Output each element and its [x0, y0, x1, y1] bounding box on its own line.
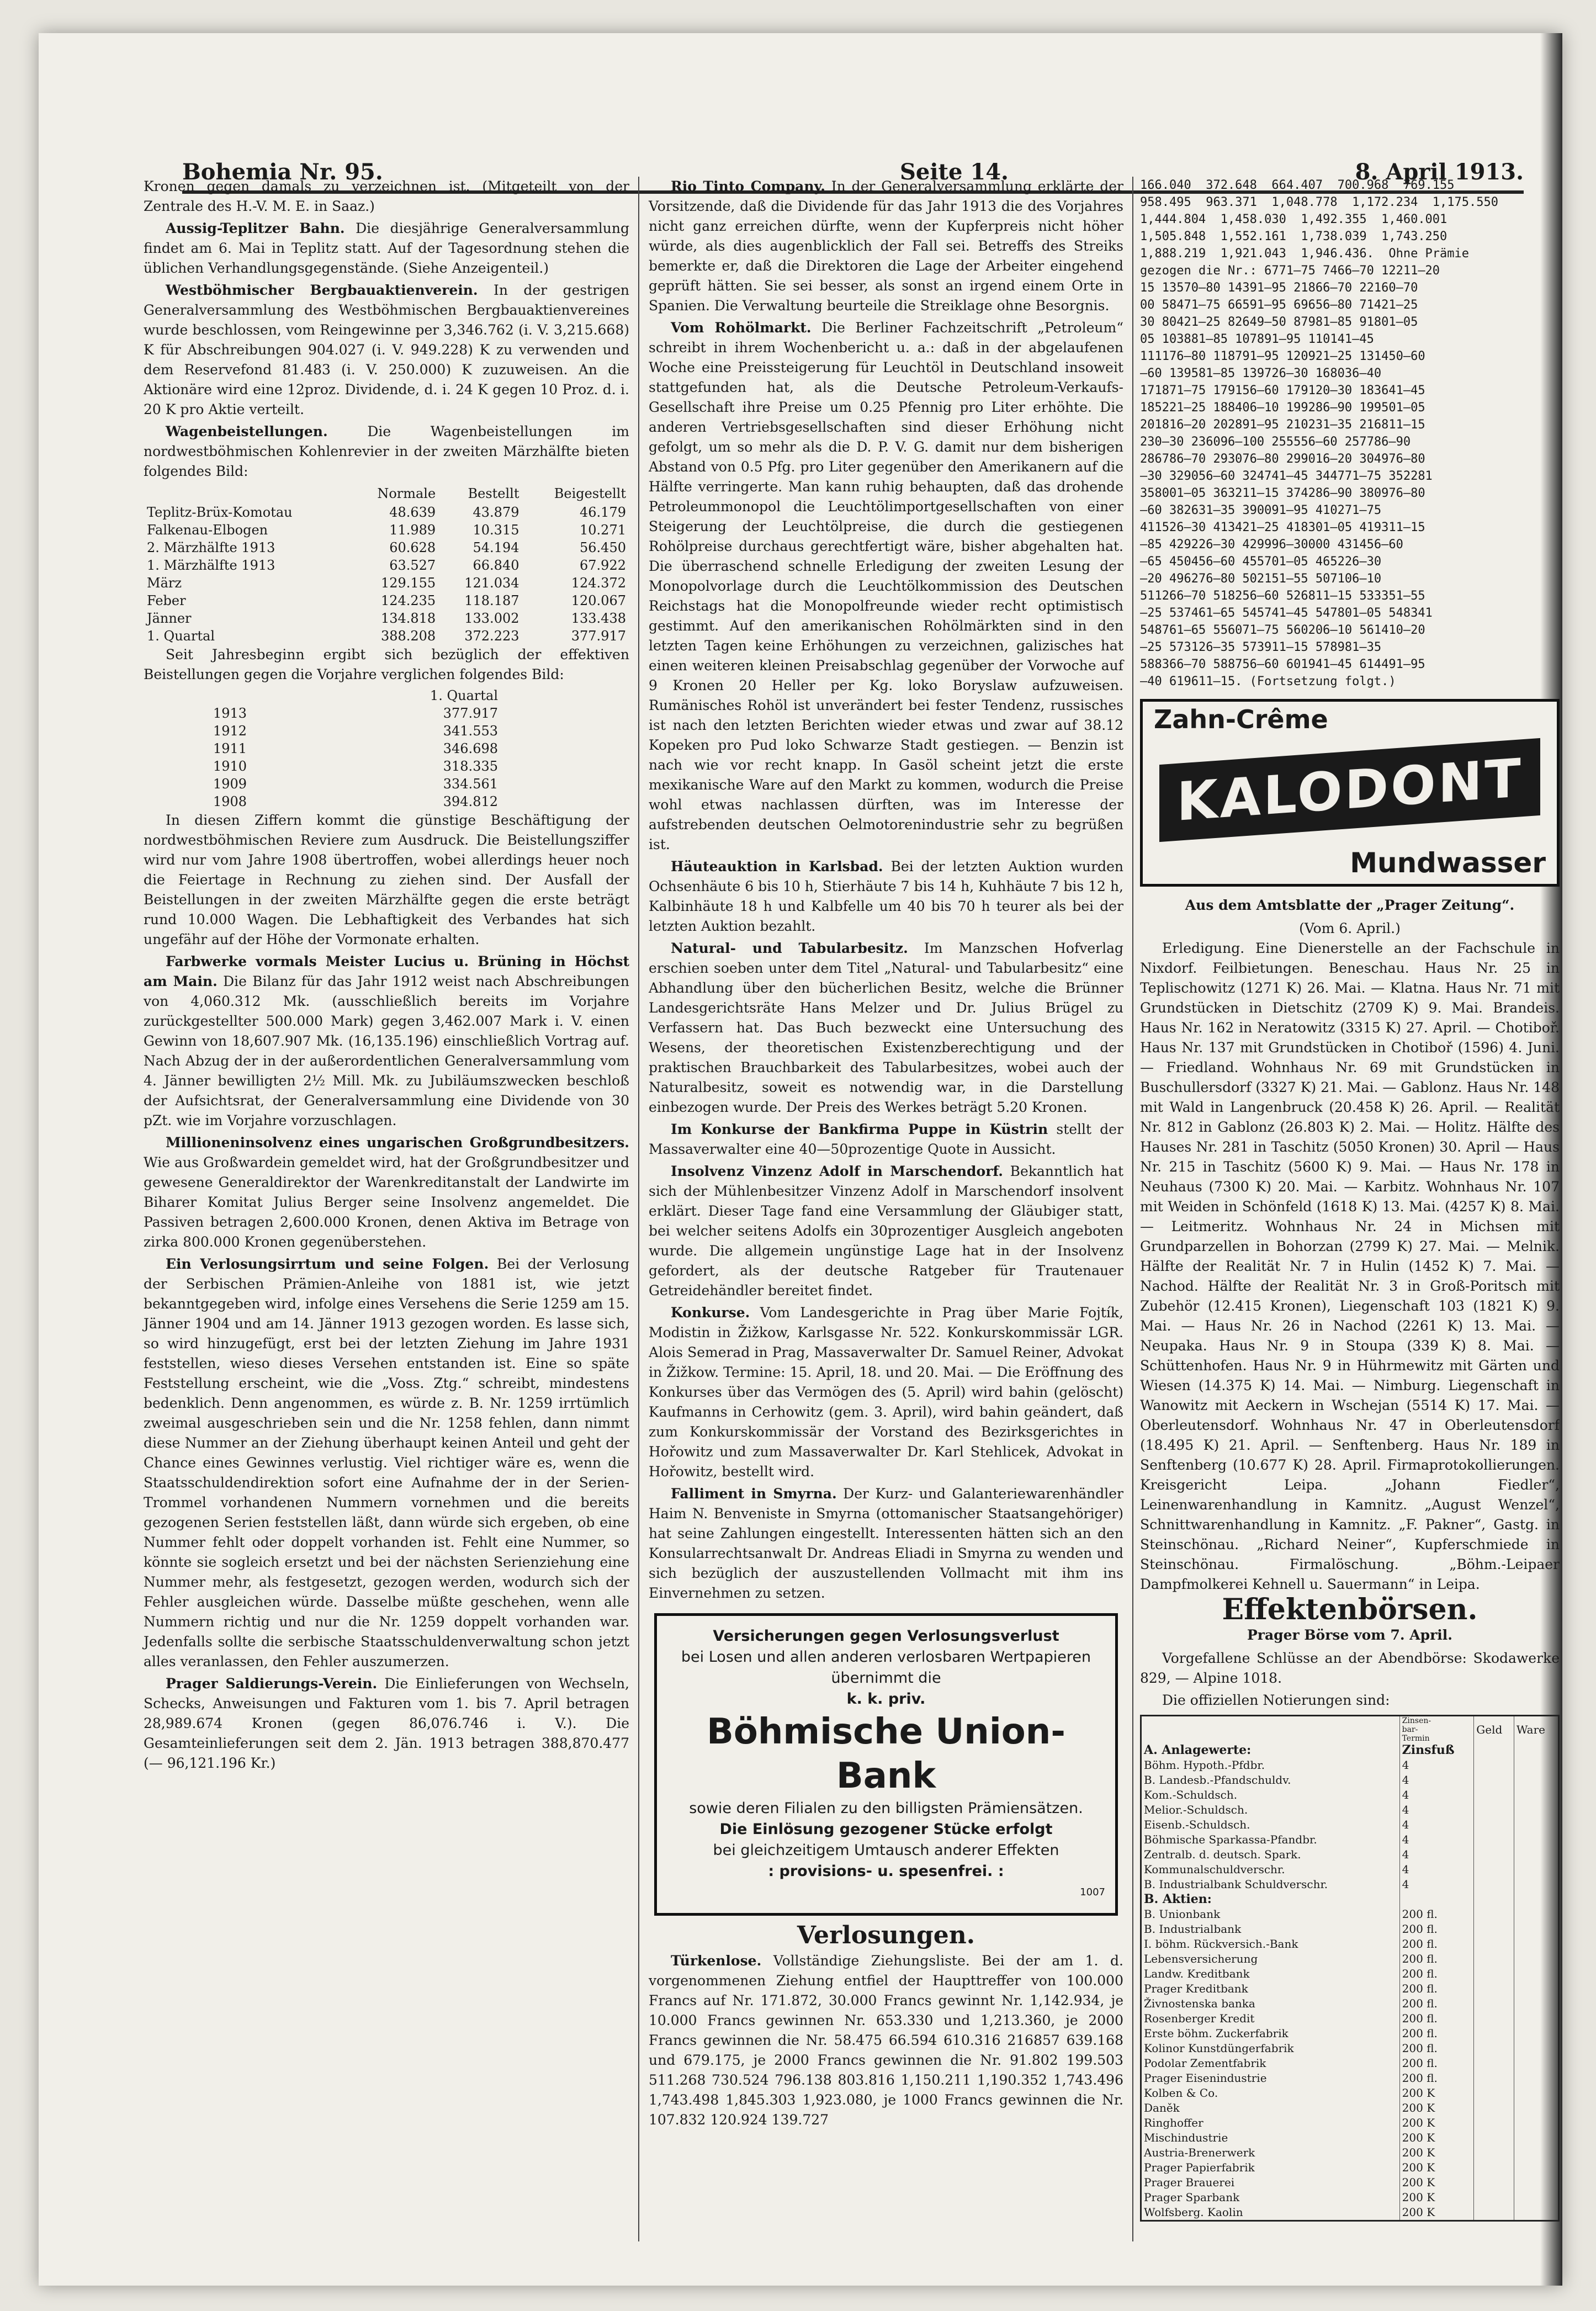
stock-geld	[1474, 1773, 1514, 1788]
table-row: 1910 318.335	[213, 759, 498, 774]
col1-text-wagen: Die Wagenbeistellungen im nordwestböhmischen Kohlenrevier in der zweiten Märzhälfte bieten folgendes Bild:	[144, 423, 629, 479]
stock-ware	[1514, 1892, 1557, 1907]
col1-text-farbwerke: Die Bilanz für das Jahr 1912 weist nach Abschreibungen von 4,060.312 Mk. (ausschließlich bereits im Vorjahre zurückgestellter 500.000 Mark) gegen 3,462.007 Mark i. V. einen Gewinn von 18,607.907 Mk. (16,135.196) einschließlich Vortrag auf. Nach Abzug der in der außerordentlichen Generalversammlung vom 4. Jänner bewilligten 2½ Mill. Mk. zu Jubiläumszwecken beschloß der Aufsichtsrat, der Generalversammlung eine Dividende von 30 pZt. wie im Vorjahre vorzuschlagen.	[144, 973, 629, 1128]
stock-ware	[1514, 2160, 1557, 2175]
ad-bank-name: Böhmische Union-Bank	[707, 1711, 1065, 1796]
col1-heading-bergbau: Westböhmischer Bergbauaktienverein.	[166, 282, 478, 298]
col1-text-saldierung: Die Einlieferungen von Wechseln, Schecks, Anweisungen und Fakturen vom 1. bis 7. April betragen 28,989.674 Kronen (gegen 86,076.746 i. V.). Die Gesamteinlieferungen seit dem 2. Jän. 1913 betragen 388,870.477 (— 96,121.196 Kr.)	[144, 1676, 629, 1771]
stock-name: Daněk	[1142, 2101, 1399, 2116]
stock-info: 4	[1399, 1847, 1474, 1862]
stock-row	[1142, 1817, 1558, 1832]
col2-article-rohoel	[649, 318, 1123, 855]
stock-info: 4	[1399, 1862, 1474, 1877]
header-left: Bohemia Nr. 95.	[182, 159, 383, 185]
stock-name: Böhmische Sparkassa-Pfandbr.	[1142, 1832, 1399, 1847]
stock-info: 4	[1399, 1832, 1474, 1847]
stock-geld	[1474, 1877, 1514, 1892]
col1-article-aussig	[144, 219, 629, 278]
table-row: Falkenau-Elbogen 11.989 10.315 10.271	[147, 522, 626, 538]
column-3	[1140, 177, 1560, 2241]
amtsblatt-date: (Vom 6. April.)	[1299, 920, 1401, 936]
col2-text-natural: Im Manzschen Hofverlag erschien soeben unter dem Titel „Natural- und Tabularbesitz“ eine Abhandlung über den bücherlichen Besitz, welche die Brünner Landesgerichtsräte Hans Melzer und Dr. Julius Brügel zu Verfassern hat. Das Buch bezweckt eine Untersuchung des Wesens, der theoretischen Existenzberechtigung und der praktischen Brauchbarkeit des Tabularbesitzes, wobei auch der Naturalbesitz, soweit es notwendig war, in die Darstellung einbezogen wurde. Der Preis des Werkes beträgt 5.20 Kronen.	[649, 940, 1123, 1115]
stock-ware	[1514, 1937, 1557, 1952]
stock-ware	[1514, 2116, 1557, 2130]
col2-text-smyrna: Der Kurz- und Galanteriewarenhändler Haim N. Benveniste in Smyrna (ottomanischer Staatsangehöriger) hat seine Zahlungen eingestellt. Interessenten hätten sich an den Konsularrechtsanwalt Dr. Andreas Eliadi in Smyrna zu wenden und sich bezüglich der auszustellenden Vollmacht mit ihm ins Einvernehmen zu setzen.	[649, 1486, 1123, 1601]
stock-info: 4	[1399, 1773, 1474, 1788]
stock-row	[1142, 1892, 1558, 1907]
stock-ware	[1514, 2101, 1557, 2116]
table-row: 1912 341.553	[213, 723, 498, 739]
col2-article-puppe	[649, 1120, 1123, 1159]
stock-name: Böhm. Hypoth.-Pfdbr.	[1142, 1758, 1399, 1773]
col1-article-saldierung	[144, 1674, 629, 1773]
stock-info: 4	[1399, 1788, 1474, 1803]
stock-ware	[1514, 1758, 1557, 1773]
stock-name: Zentralb. d. deutsch. Spark.	[1142, 1847, 1399, 1862]
stock-info: 4	[1399, 1803, 1474, 1817]
table-row: 1911 346.698	[213, 741, 498, 756]
stock-geld	[1474, 2056, 1514, 2071]
table-row: 1913 377.917	[213, 706, 498, 721]
ad-line-1: Versicherungen gegen Verlosungsverlust	[713, 1628, 1059, 1645]
stock-info: 200 fl.	[1399, 2011, 1474, 2026]
stock-name: Prager Brauerei	[1142, 2175, 1399, 2190]
col2-text-tuerkenlose: Vollständige Ziehungsliste. Bei der am 1. d. vorgenommenen Ziehung entfiel der Haupttreffer von 100.000 Francs auf Nr. 171.872, 30.000 Francs gewinnt Nr. 1,142.934, je 10.000 Francs gewinnen Nr. 653.330 und 1,213.360, je 2000 Francs gewinnen die Nr. 58.475 66.594 610.316 216857 639.168 und 679.175, je 2000 Francs gewinnen die Nr. 91.802 199.503 511.268 730.524 796.138 803.816 1,150.211 1,190.352 1,743.496 1,743.498 1,845.303 1,923.080, je 1000 Francs gewinnen die Nr. 107.832 120.924 139.727	[649, 1953, 1123, 2128]
amtsblatt-text: Erledigung. Eine Dienerstelle an der Fachschule in Nixdorf. Feilbietungen. Beneschau. Haus Nr. 25 in Teplischowitz (1271 K) 26. Mai. — Klatna. Haus Nr. 71 mit Grundstücken in Dietschitz (2709 K) 9. Mai. Brandeis. Haus Nr. 162 in Neratowitz (3315 K) 27. April. — Chotiboř. Haus Nr. 137 mit Grundstücken in Chotiboř (1596) 4. Juni. — Friedland. Wohnhaus Nr. 69 mit Grundstücken in Buschullersdorf (3327 K) 21. Mai. — Gablonz. Haus Nr. 148 mit Wald in Langenbruck (20.458 K) 26. April. — Realität Nr. 812 in Gablonz (26.803 K) 2. Mai. — Holitz. Hälfte des Hauses Nr. 281 in Taschitz (5050 Kronen) 30. April — Haus Nr. 215 in Taschitz (5600 K) 9. Mai. — Haus Nr. 178 in Neuhaus (7300 K) 20. Mai. — Karbitz. Wohnhaus Nr. 107 mit Weiden in Schönfeld (1618 K) 13. Mai. (4257 K) 8. Mai. — Leitmeritz. Wohnhaus Nr. 24 in Michsen mit Grundparzellen in Bohorzan (2799 K) 27. Mai. — Melnik. Hälfte der Realität Nr. 7 in Hulin (1452 K) 7. Mai. — Nachod. Hälfte der Realität Nr. 3 in Groß-Poritsch mit Zubehör (12.415 Kronen), Liegenschaft 103 (1821 K) 9. Mai. — Haus Nr. 26 in Nachod (2261 K) 13. Mai. — Neupaka. Haus Nr. 9 in Stoupa (339 K) 8. Mai. — Schüttenhofen. Haus Nr. 9 in Hührmewitz mit Gärten und Wiesen (14.375 K) 14. Mai. — Nimburg. Liegenschaft in Wanowitz mit Aeckern in Wschejan (5514 K) 17. Mai. — Oberleutensdorf. Wohnhaus Nr. 47 in Oberleutensdorf (18.495 K) 21. April. — Senftenberg. Haus Nr. 189 in Senftenberg (10.677 K) 28. April. Firmaprotokollierungen. Kreisgericht Leipa. „Johann Fiedler“, Leinenwarenhandlung in Kamnitz. „August Wenzel“, Schnittwarenhandlung in Kamnitz. „F. Pakner“, Gastg. in Steinschönau. „Richard Neiner“, Kupferschmiede in Steinschönau. Firmalöschung. „Böhm.-Leipaer Dampfmolkerei Kehnell u. Sauermann“ in Leipa.	[1140, 940, 1560, 1592]
prager-boerse-heading: Prager Börse vom 7. April.	[1247, 1627, 1452, 1643]
stock-ware	[1514, 1877, 1557, 1892]
stock-info: 200 fl.	[1399, 2041, 1474, 2056]
col2-heading-konkurse: Konkurse.	[671, 1305, 750, 1321]
stock-info: 200 K	[1399, 2190, 1474, 2205]
ad-line-2: bei Losen und allen anderen verlosbaren Wertpapieren übernimmt die	[681, 1649, 1091, 1687]
col2-text-konkurse: Vom Landesgerichte in Prag über Marie Fojtík, Modistin in Žižkow, Karlsgasse Nr. 522. Konkurskommissär LGR. Alois Semerad in Prag, Massaverwalter Dr. Samuel Reiner, Advokat in Žižkow. Termine: 15. April, 18. und 20. Mai. — Die Eröffnung des Konkurses über das Vermögen des (5. April) wird bahin (gelöscht) Kaufmanns in Cerhowitz (gem. 3. April), wird bahin geändert, daß zum Konkurskommissär der Vorstand des Bezirksgerichtes in Hořowitz und zum Massaverwalter Dr. Karl Stehlicek, Advokat in Hořowitz, bestellt wird.	[649, 1305, 1123, 1480]
stock-name: B. Unionbank	[1142, 1907, 1399, 1922]
stock-name: Kolinor Kunstdüngerfabrik	[1142, 2041, 1399, 2056]
stock-geld	[1474, 2160, 1514, 2175]
stock-name: Kolben & Co.	[1142, 2086, 1399, 2101]
stock-info: 200 fl.	[1399, 1967, 1474, 1981]
stock-row	[1142, 2101, 1558, 2116]
stock-ware	[1514, 2071, 1557, 2086]
union-bank-advertisement	[654, 1613, 1118, 1916]
col2-article-haeute	[649, 857, 1123, 936]
col2-article-adolf	[649, 1162, 1123, 1301]
stock-geld	[1474, 1907, 1514, 1922]
stock-info: 200 fl.	[1399, 1981, 1474, 1996]
stock-geld	[1474, 2175, 1514, 2190]
stock-name: Mischindustrie	[1142, 2130, 1399, 2145]
stock-geld	[1474, 2086, 1514, 2101]
stock-geld	[1474, 1937, 1514, 1952]
col1-article-wagen	[144, 422, 629, 481]
stock-row	[1142, 1862, 1558, 1877]
stock-info: 200 fl.	[1399, 1952, 1474, 1967]
stock-geld	[1474, 1788, 1514, 1803]
col1-text-insolvenz: Wie aus Großwardein gemeldet wird, hat der Großgrundbesitzer und gewesene Generaldirektor der Warenkreditanstalt der Landwirte im Biharer Komitat Julius Berger seine Insolvenz angemeldet. Die Passiven betragen 2,600.000 Kronen, denen Aktiva im Betrage von zirka 800.000 Kronen gegenüberstehen.	[144, 1154, 629, 1250]
col2-heading-haeute: Häuteauktion in Karlsbad.	[671, 858, 883, 874]
stock-name: Prager Kreditbank	[1142, 1981, 1399, 1996]
stock-name: Landw. Kreditbank	[1142, 1967, 1399, 1981]
stock-geld	[1474, 1952, 1514, 1967]
stock-row	[1142, 1743, 1558, 1758]
col1-heading-insolvenz: Millioneninsolvenz eines ungarischen Großgrundbesitzers.	[166, 1135, 629, 1151]
stock-ware	[1514, 2041, 1557, 2056]
wagen-table	[144, 484, 629, 645]
col1-text-ziffern: In diesen Ziffern kommt die günstige Beschäftigung der nordwestböhmischen Reviere zum Ausdruck. Die Beistellungsziffer wird nur vom Jahre 1908 übertroffen, wobei allerdings heuer noch die Feiertage in Rechnung zu ziehen sind. Der Ausfall der Beistellungen in der zweiten Märzhälfte gegen die erste beträgt rund 10.000 Wagen. Die Lebhaftigkeit des Verbandes hat sich ungefähr auf der Höhe der Vormonate erhalten.	[144, 812, 629, 947]
col1-text-aussig: Die diesjährige Generalversammlung findet am 6. Mai in Teplitz statt. Auf der Tagesordnung stehen die üblichen Verhandlungsgegenstände. (Siehe Anzeigenteil.)	[144, 220, 629, 276]
stock-name: Eisenb.-Schuldsch.	[1142, 1817, 1399, 1832]
stock-ware	[1514, 1773, 1557, 1788]
col2-heading-puppe: Im Konkurse der Bankfirma Puppe in Küstrin	[671, 1121, 1048, 1137]
stock-row	[1142, 1981, 1558, 1996]
ad-line-7: bei gleichzeitigem Umtausch anderer Effekten	[713, 1842, 1059, 1859]
stock-geld	[1474, 1996, 1514, 2011]
col1-article-insolvenz	[144, 1133, 629, 1252]
stock-geld	[1474, 2071, 1514, 2086]
ad-line-3: k. k. priv.	[846, 1690, 926, 1708]
stock-ware	[1514, 2190, 1557, 2205]
stock-row	[1142, 1758, 1558, 1773]
col2-article-konkurse	[649, 1303, 1123, 1482]
stock-name: Prager Papierfabrik	[1142, 2160, 1399, 2175]
col2-text-rohoel: Die Berliner Fachzeitschrift „Petroleum“ schreibt in ihrem Wochenbericht u. a.: daß in der abgelaufenen Woche eine Preissteigerung für Leuchtöl in Deutschland insoweit stattgefunden hat, als die Deutsche Petroleum-Verkaufs-Gesellschaft ihre Preise um 0.25 Pfennig pro Liter erhöhte. Die anderen Vertriebsgesellschaften sind dieser Erhöhung nicht gefolgt, um so mehr als die D. P. V. G. damit nur dem bisherigen Abstand von 0.5 Pfg. pro Liter gegenüber den Amerikanern auf die Hälfte verringerte. Man kann ruhig behaupten, daß das drohende Petroleummonopol die Leuchtölimportgesellschaften von einer Steigerung der Leuchtölpreise, die durch die gestiegenen Rohölpreise durchaus gerechtfertigt wäre, bisher abgehalten hat. Die überraschend schnelle Erledigung der zweiten Lesung der Monopolvorlage durch die Leuchtölkommission des Deutschen Reichstags hat die Monopolfreunde wieder recht optimistisch gestimmt. Auf den amerikanischen Rohölmärkten sind in den letzten Tagen keine Erhöhungen zu verzeichnen, galizisches hat einen weiteren kleinen Preisabschlag gegenüber der Vorwoche auf 9 Kronen 20 Heller per Kg. loko Boryslaw aufzuweisen. Rumänisches Rohöl ist unverändert bei fester Tendenz, russisches ist nach den letzten Berichten wieder etwas und zwar auf 38.12 Kopeken pro Pud loko Schwarze Stadt gestiegen. — Benzin ist nach wie vor recht knapp. In Gasöl scheint jetzt die erste mexikanische Ware auf den Markt zu kommen, wodurch die Preise wohl etwas nachlassen dürften, was im Interesse der aufstrebenden deutschen Oelmotorenindustrie sehr zu begrüßen ist.	[649, 320, 1123, 852]
stock-ware	[1514, 2175, 1557, 2190]
stock-info: 200 K	[1399, 2101, 1474, 2116]
stock-geld	[1474, 1832, 1514, 1847]
stock-geld	[1474, 2190, 1514, 2205]
col2-heading-smyrna: Falliment in Smyrna.	[671, 1486, 837, 1502]
stock-ware	[1514, 1981, 1557, 1996]
col2-text-adolf: Bekanntlich hat sich der Mühlenbesitzer Vinzenz Adolf in Marschendorf insolvent erklärt. Dieser Tage fand eine Versammlung der Gläubiger statt, bei welcher seitens Adolfs ein 30prozentiger Ausgleich angeboten wurde. Die allgemein ungünstige Lage hat in der Insolvenz gefordert, als der deutsche Ratgeber für Trautenauer Getreidehändler bereitet findet.	[649, 1163, 1124, 1298]
stock-ware	[1514, 1788, 1557, 1803]
kalodont-bottom-text: Mundwasser	[1350, 847, 1546, 879]
ad-line-8: : provisions- u. spesenfrei. :	[768, 1863, 1004, 1880]
stock-ware	[1514, 2130, 1557, 2145]
stock-row	[1142, 2190, 1558, 2205]
stock-row	[1142, 1803, 1558, 1817]
stock-name: I. böhm. Rückversich.-Bank	[1142, 1937, 1399, 1952]
col2-heading-tuerkenlose: Türkenlose.	[671, 1953, 762, 1969]
stock-geld	[1474, 1743, 1514, 1758]
kalodont-top-text: Zahn-Crême	[1154, 704, 1328, 734]
stock-geld	[1474, 1862, 1514, 1877]
col2-text-riotinto: In der Generalversammlung erklärte der Vorsitzende, daß die Dividende für das Jahr 1913 die des Vorjahres nicht ganz erreichen dürfte, wenn der Kupferpreis nicht höher würde, als dies augenblicklich der Fall sei. Betreffs des Streiks bemerkte er, daß die Direktoren die Lage der Arbeiter eingehend geprüft hätten. Sie sei besser, als sonst an irgend einem Orte in Spanien. Die Verwaltung beurteile die Streiklage ohne Besorgnis.	[649, 178, 1123, 314]
col1-text-bergbau: In der gestrigen Generalversammlung des Westböhmischen Bergbauaktienvereines wurde beschlossen, vom Reingewinne per 3,346.762 (i. V. 3,215.668) K für Abschreibungen 904.027 (i. V. 949.228) K zu verwenden und dem Reservefond 81.483 (i. V. 250.000) K zuzuweisen. An die Aktionäre wird eine 12proz. Dividende, d. i. 24 K gegen 10 Proz. d. i. 20 K pro Aktie verteilt.	[144, 282, 629, 417]
stock-row	[1142, 2071, 1558, 2086]
col1-heading-saldierung: Prager Saldierungs-Verein.	[166, 1676, 378, 1692]
stock-ware	[1514, 1967, 1557, 1981]
stock-info: 200 fl.	[1399, 1922, 1474, 1937]
col1-heading-verlosung: Ein Verlosungsirrtum und seine Folgen.	[166, 1256, 489, 1272]
stock-geld	[1474, 1922, 1514, 1937]
verlosungen-title: Verlosungen.	[797, 1921, 975, 1949]
stock-row	[1142, 2011, 1558, 2026]
col1-heading-aussig: Aussig-Teplitzer Bahn.	[166, 220, 345, 236]
stock-name: Kommunalschuldverschr.	[1142, 1862, 1399, 1877]
stock-name: Prager Sparbank	[1142, 2190, 1399, 2205]
table-row: Jänner 134.818 133.002 133.438	[147, 611, 626, 626]
stock-info: 200 fl.	[1399, 1996, 1474, 2011]
stock-row	[1142, 2056, 1558, 2071]
col2-heading-natural: Natural- und Tabularbesitz.	[671, 940, 908, 956]
stock-table	[1140, 1715, 1560, 2222]
col2-heading-riotinto: Rio Tinto Company.	[671, 178, 825, 194]
stock-row	[1142, 2175, 1558, 2190]
stock-name: Erste böhm. Zuckerfabrik	[1142, 2026, 1399, 2041]
stock-info	[1399, 1892, 1474, 1907]
stock-ware	[1514, 1952, 1557, 1967]
stock-row	[1142, 1788, 1558, 1803]
col2-text-haeute: Bei der letzten Auktion wurden Ochsenhäute 6 bis 10 h, Stierhäute 7 bis 14 h, Kuhhäute 7 bis 12 h, Kalbinhäute 18 h und Kalbfelle um 40 bis 70 h teurer als bei der letzten Auktion bezahlt.	[649, 858, 1123, 934]
stock-info: 4	[1399, 1877, 1474, 1892]
prager-boerse-text-2: Die offiziellen Notierungen sind:	[1162, 1692, 1390, 1708]
stock-row	[1142, 2086, 1558, 2101]
ad-line-5: sowie deren Filialen zu den billigsten Prämiensätzen.	[689, 1800, 1083, 1817]
table-row: 1. Märzhälfte 1913 63.527 66.840 67.922	[147, 558, 626, 573]
col2-article-tuerkenlose	[649, 1951, 1123, 2130]
stock-info: 200 K	[1399, 2175, 1474, 2190]
stock-ware	[1514, 2011, 1557, 2026]
col1-heading-wagen: Wagenbeistellungen.	[166, 423, 328, 439]
stock-geld	[1474, 1967, 1514, 1981]
stock-ware	[1514, 1803, 1557, 1817]
col1-article-bergbau	[144, 280, 629, 420]
col2-heading-rohoel: Vom Rohölmarkt.	[671, 320, 812, 336]
stock-name: Kom.-Schuldsch.	[1142, 1788, 1399, 1803]
stock-geld	[1474, 2145, 1514, 2160]
stock-info: 4	[1399, 1817, 1474, 1832]
stock-name: A. Anlagewerte:	[1142, 1743, 1399, 1758]
stock-info: 4	[1399, 1758, 1474, 1773]
col1-heading-farbwerke: Farbwerke vormals Meister Lucius u. Brüning in Höchst am Main.	[144, 953, 629, 989]
table-row: Teplitz-Brüx-Komotau 48.639 43.879 46.179	[147, 505, 626, 520]
stock-row	[1142, 2116, 1558, 2130]
stock-row	[1142, 1773, 1558, 1788]
stock-geld	[1474, 2205, 1514, 2220]
stock-geld	[1474, 1847, 1514, 1862]
stock-info: 200 fl.	[1399, 2071, 1474, 2086]
col2-article-riotinto	[649, 177, 1123, 316]
effektenboersen-title: Effektenbörsen.	[1222, 1593, 1478, 1626]
col1-text-jahresbeginn: Seit Jahresbeginn ergibt sich bezüglich der effektiven Beistellungen gegen die Vorjahre verglichen folgendes Bild:	[144, 646, 629, 682]
stock-row	[1142, 1996, 1558, 2011]
wagen-table-header: Normale Bestellt Beigestellt	[377, 486, 626, 501]
stock-row	[1142, 1922, 1558, 1937]
col1-article-farbwerke	[144, 952, 629, 1131]
stock-geld	[1474, 2116, 1514, 2130]
stock-geld	[1474, 2026, 1514, 2041]
stock-name: B. Landesb.-Pfandschuldv.	[1142, 1773, 1399, 1788]
stock-info: 200 fl.	[1399, 1937, 1474, 1952]
stock-geld	[1474, 1758, 1514, 1773]
stock-ware	[1514, 1996, 1557, 2011]
stock-geld	[1474, 1892, 1514, 1907]
stock-name: Prager Eisenindustrie	[1142, 2071, 1399, 2086]
stock-geld	[1474, 2011, 1514, 2026]
prager-boerse-text-1: Vorgefallene Schlüsse an der Abendbörse: Skodawerke 829, — Alpine 1018.	[1140, 1650, 1560, 1686]
column-2	[649, 177, 1133, 2241]
stock-ware	[1514, 1862, 1557, 1877]
table-row: 1908 394.812	[213, 794, 498, 809]
table-row: Feber 124.235 118.187 120.067	[147, 593, 626, 608]
table-row: März 129.155 121.034 124.372	[147, 575, 626, 591]
stock-geld	[1474, 2130, 1514, 2145]
col2-article-smyrna	[649, 1484, 1123, 1603]
stock-name: Ringhoffer	[1142, 2116, 1399, 2130]
stock-table-header: Zinsen- bar- Termin Geld Ware	[1142, 1716, 1558, 1743]
stock-info: 200 fl.	[1399, 2056, 1474, 2071]
stock-ware	[1514, 2056, 1557, 2071]
table-row: 1909 334.561	[213, 776, 498, 792]
col2-text-puppe: stellt der Massaverwalter eine 40—50prozentige Quote in Aussicht.	[649, 1121, 1123, 1157]
table-row: 1. Quartal 388.208 372.223 377.917	[147, 628, 626, 644]
stock-geld	[1474, 1817, 1514, 1832]
header-right: 8. April 1913.	[1355, 159, 1524, 185]
stock-ware	[1514, 2086, 1557, 2101]
stock-row	[1142, 2145, 1558, 2160]
stock-ware	[1514, 2026, 1557, 2041]
stock-geld	[1474, 2101, 1514, 2116]
quartal-table	[210, 687, 501, 810]
stock-name: Melior.-Schuldsch.	[1142, 1803, 1399, 1817]
stock-ware	[1514, 1922, 1557, 1937]
kalodont-advertisement	[1140, 699, 1560, 887]
stock-geld	[1474, 2041, 1514, 2056]
col1-article-verlosung	[144, 1254, 629, 1672]
stock-ware	[1514, 1832, 1557, 1847]
column-1	[144, 177, 639, 2241]
stock-info: 200 K	[1399, 2086, 1474, 2101]
stock-row	[1142, 2026, 1558, 2041]
stock-ware	[1514, 2145, 1557, 2160]
kalodont-brand: KALODONT	[1159, 738, 1540, 842]
stock-row	[1142, 2205, 1558, 2220]
stock-info: 200 K	[1399, 2130, 1474, 2145]
stock-row	[1142, 1952, 1558, 1967]
ad-number: 1007	[1080, 1886, 1105, 1898]
amtsblatt-heading: Aus dem Amtsblatte der „Prager Zeitung“.	[1185, 897, 1515, 913]
stock-info: 200 K	[1399, 2205, 1474, 2220]
stock-ware	[1514, 1817, 1557, 1832]
stock-row	[1142, 2130, 1558, 2145]
col2-heading-adolf: Insolvenz Vinzenz Adolf in Marschendorf.	[671, 1163, 1003, 1179]
table-row: 2. Märzhälfte 1913 60.628 54.194 56.450	[147, 540, 626, 555]
stock-row	[1142, 1967, 1558, 1981]
stock-info: 200 fl.	[1399, 2026, 1474, 2041]
stock-name: B. Industrialbank	[1142, 1922, 1399, 1937]
stock-ware	[1514, 1847, 1557, 1862]
stock-row	[1142, 2041, 1558, 2056]
stock-info: 200 fl.	[1399, 1907, 1474, 1922]
stock-row	[1142, 1937, 1558, 1952]
stock-name: Lebensversicherung	[1142, 1952, 1399, 1967]
stock-geld	[1474, 1803, 1514, 1817]
stock-name: Podolar Zementfabrik	[1142, 2056, 1399, 2071]
stock-ware	[1514, 1907, 1557, 1922]
stock-info: Zinsfuß	[1399, 1743, 1474, 1758]
stock-ware	[1514, 2205, 1557, 2220]
stock-row	[1142, 1907, 1558, 1922]
stock-name: Živnostenska banka	[1142, 1996, 1399, 2011]
stock-ware	[1514, 1743, 1557, 1758]
col1-paragraph-1: Kronen gegen damals zu verzeichnen ist. (Mitgeteilt von der Zentrale des H.-V. M. E. in Saaz.)	[144, 178, 629, 214]
ad-line-6: Die Einlösung gezogener Stücke erfolgt	[719, 1821, 1053, 1838]
stock-info: 200 K	[1399, 2160, 1474, 2175]
stock-geld	[1474, 1981, 1514, 1996]
stock-name: B. Aktien:	[1142, 1892, 1399, 1907]
quartal-header: 1. Quartal	[430, 688, 498, 703]
stock-name: Wolfsberg. Kaolin	[1142, 2205, 1399, 2220]
stock-info: 200 K	[1399, 2145, 1474, 2160]
stock-name: Rosenberger Kredit	[1142, 2011, 1399, 2026]
stock-row	[1142, 2160, 1558, 2175]
stock-row	[1142, 1847, 1558, 1862]
col2-article-natural	[649, 939, 1123, 1117]
header-center: Seite 14.	[900, 159, 1009, 185]
col1-text-verlosung: Bei der Verlosung der Serbischen Prämien-Anleihe von 1881 ist, wie jetzt bekanntgegeben wird, infolge eines Versehens die Serie 1259 am 15. Jänner 1904 und am 14. Jänner 1913 gezogen worden. Es lasse sich, so wird hinzugefügt, erst bei der letzten Ziehung im Jahre 1931 feststellen, wieso dieses Versehen entstanden ist. Eine so späte Feststellung erscheint, wie die „Voss. Ztg.“ schreibt, mindestens bedenklich. Denn angenommen, es würde z. B. Nr. 1259 irrtümlich zweimal ausgeschrieben sein und die Nr. 1258 fehlen, dann nimmt diese Nummer an der Ziehung überhaupt keinen Anteil und geht der Chance eines Gewinnes verlustig. Viel richtiger wäre es, wenn die Staatsschuldendirektion sofort eine Aufnahme der in der Serien-Trommel vorhandenen Nummern vornehmen und die bereits gezogenen Serien feststellen läßt, dann würde sich ergeben, ob eine Nummer fehlt oder doppelt vorhanden ist. Fehlt eine Nummer, so könnte sie sogleich ersetzt und bei der nächsten Serienziehung eine Nummer mehr, als festgesetzt, gezogen werden, wodurch sich der Fehler ausgleichen würde. Dasselbe müßte geschehen, wenn alle Nummern richtig und nur die Nr. 1259 doppelt vorhanden war. Jedenfalls sollte die serbische Staatsschuldenverwaltung schon jetzt alles veranlassen, den Fehler auszumerzen.	[144, 1256, 630, 1669]
ziehungsliste-numbers: 166.040 372.648 664.407 700.968 769.155 958.495 963.371 1,048.778 1,172.234 1,175.550 1,444.804 1,458.030 1,492.355 1,460.001 1,505.848 1,552.161 1,738.039 1,743.250 1,888.219 1,921.043 1,946.436. Ohne Prämie gezogen die Nr.: 6771—75 7466—70 12211—20 15 13570—80 14391—95 21866—70 22160—70 00 58471—75 66591—95 69656—80 71421—25 30 80421—25 82649—50 87981—85 91801—05 05 103881—85 107891—95 110141—45 111176—80 118791—95 120921—25 131450—60 —60 139581—85 139726—30 168036—40 171871—75 179156—60 179120—30 183641—45 185221—25 188406—10 199286—90 199501—05 201816—20 202891—95 210231—35 216811—15 230—30 236096—100 255556—60 257786—90 286786—70 293076—80 299016—20 304976—80 —30 329056—60 324741—45 344771—75 352281 358001—05 363211—15 374286—90 380976—80 —60 382631—35 390091—95 410271—75 411526—30 413421—25 418301—05 419311—15 —85 429226—30 429996—30000 431456—60 —65 450456—60 455701—05 465226—30 —20 496276—80 502151—55 507106—10 511266—70 518256—60 526811—15 533351—55 —25 537461—65 545741—45 547801—05 548341 548761—65 556071—75 560206—10 561410—20 —25 573126—35 573911—15 578981—35 588366—70 588756—60 601941—45 614491—95 —40 619611—15. (Fortsetzung folgt.)	[1140, 178, 1499, 688]
stock-row	[1142, 1877, 1558, 1892]
stock-row	[1142, 1832, 1558, 1847]
stock-info: 200 K	[1399, 2116, 1474, 2130]
stock-name: Austria-Brenerwerk	[1142, 2145, 1399, 2160]
stock-name: B. Industrialbank Schuldverschr.	[1142, 1877, 1399, 1892]
